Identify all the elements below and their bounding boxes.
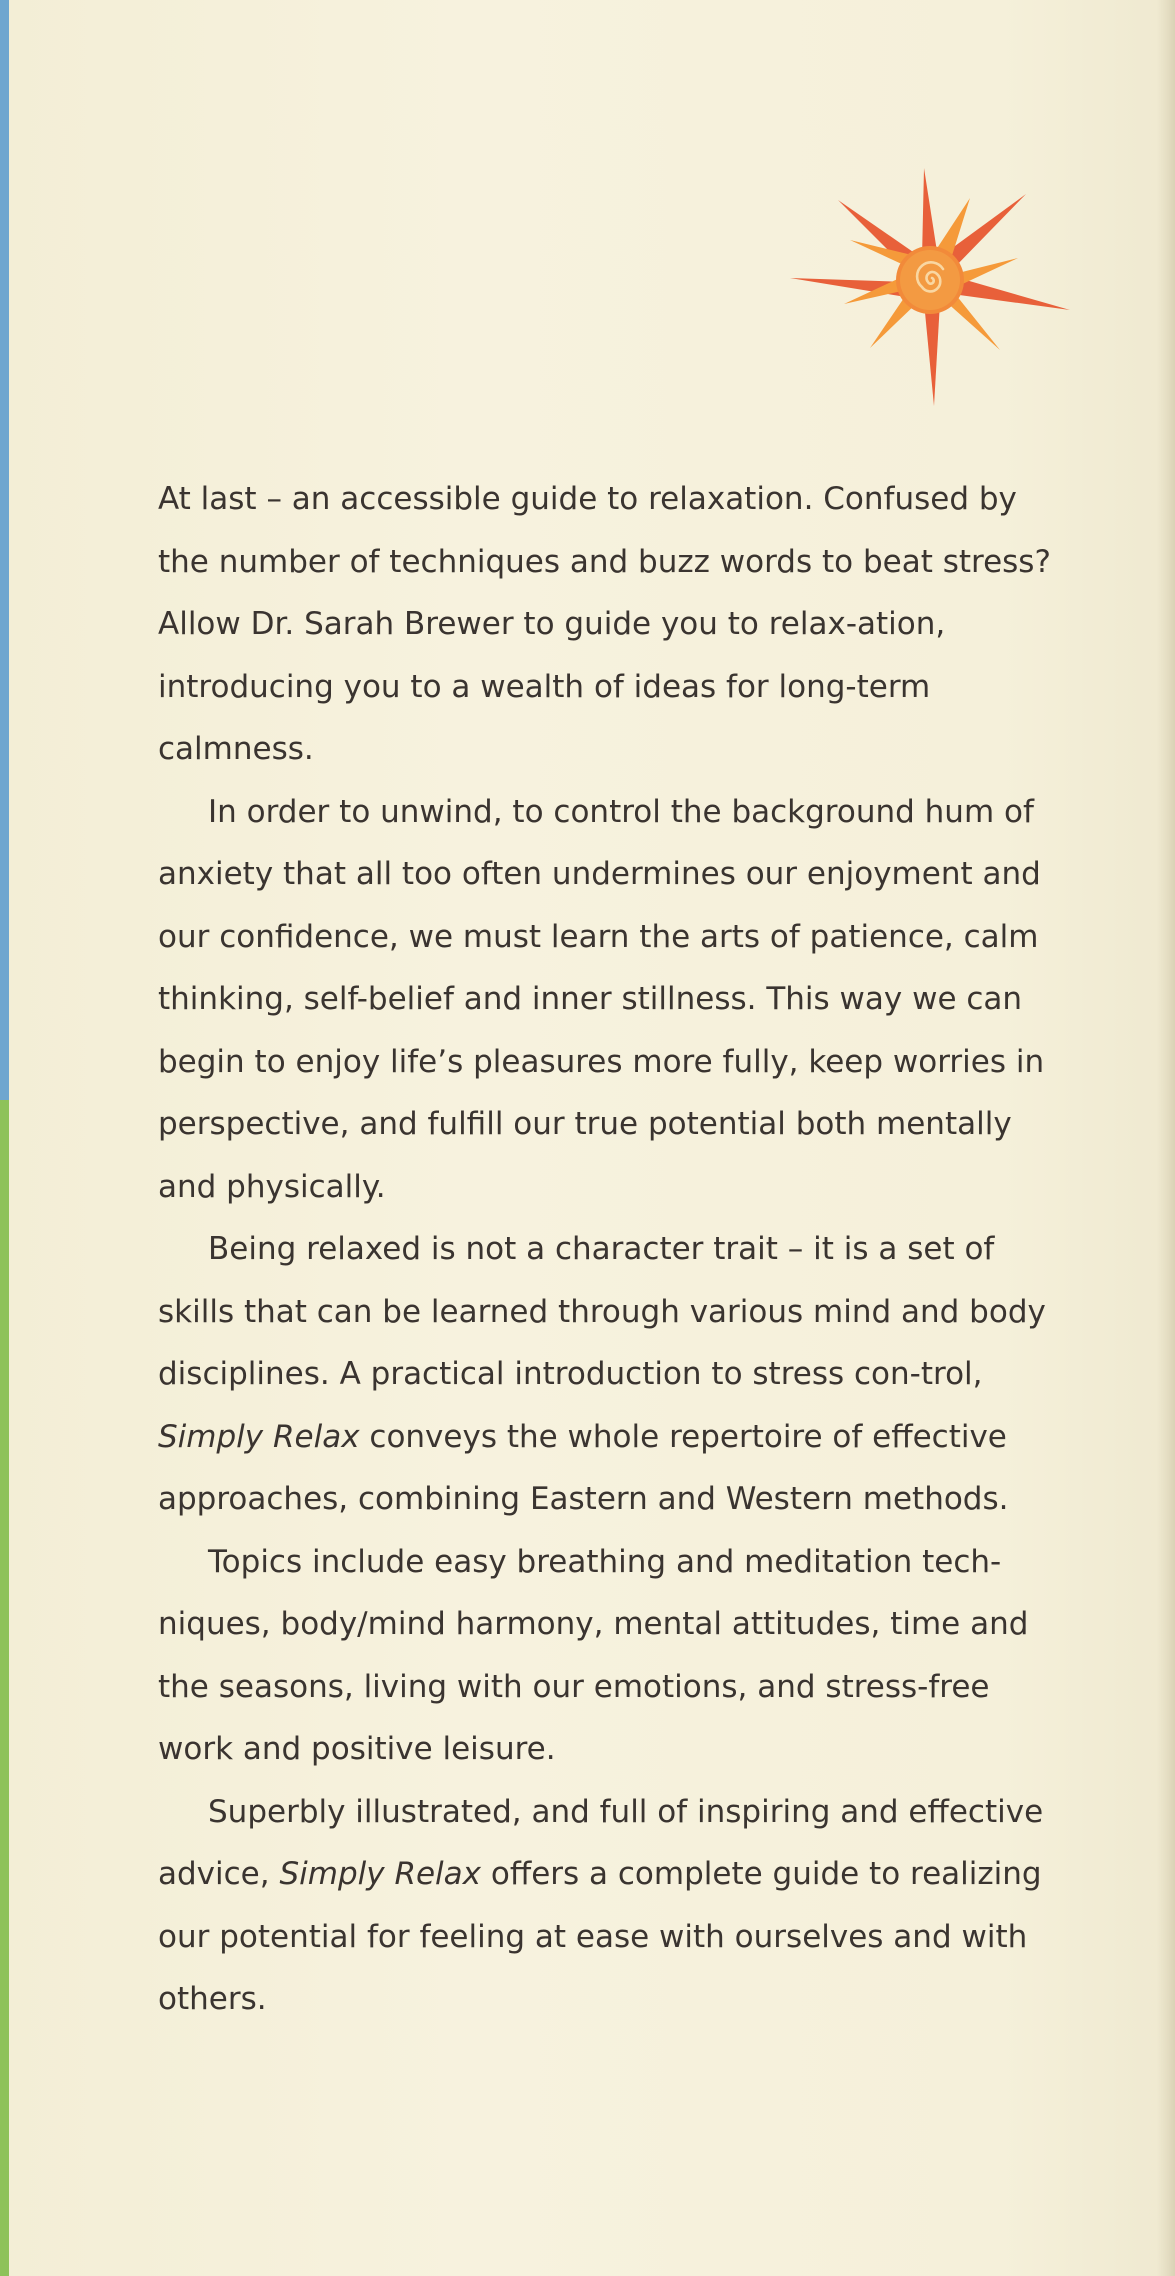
paragraph-topics xyxy=(158,1531,1058,1781)
spine-edge-green xyxy=(0,1100,9,2276)
text-segment: At last – an accessible guide to relaxation. Confused by the number of techniques and buzz words to beat stress? Allow Dr. Sarah Brewer to guide you to relax-ation, introducing you to a wealth of ideas for long-term calmness. xyxy=(158,481,1051,767)
book-title-italic: Simply Relax xyxy=(279,1856,482,1892)
sun-ray xyxy=(952,276,1070,310)
text-segment: Topics include easy breathing and meditation tech-niques, body/mind harmony, mental attitudes, time and the seasons, living with our emotions, and stress-free work and positive leisure. xyxy=(158,1543,1029,1767)
blurb-text xyxy=(158,468,1058,2031)
spine-edge-blue xyxy=(0,0,9,1100)
sun-spiral-icon xyxy=(790,160,1070,420)
sun-ray xyxy=(922,168,938,258)
book-title-italic: Simply Relax xyxy=(158,1418,360,1455)
text-segment: Being relaxed is not a character trait – it is a set of skills that can be learned through various mind and body disciplines. A practical introduction to stress con-trol, xyxy=(158,1231,1046,1392)
paragraph-superbly xyxy=(158,1781,1058,2031)
sun-ray xyxy=(924,302,940,406)
paragraph-skills xyxy=(158,1218,1058,1531)
text-segment: Superbly illustrated, and full of inspiring and effective advice, xyxy=(158,1793,1044,1892)
page-edge-shadow xyxy=(1157,0,1175,2276)
text-segment: offers a complete guide to realizing our potential for feeling at ease with ourselves and with others. xyxy=(158,1856,1042,2017)
paragraph-intro xyxy=(158,468,1058,781)
text-segment: In order to unwind, to control the background hum of anxiety that all too often undermines our enjoyment and our confidence, we must learn the arts of patience, calm thinking, self-belief and inner stillness. This way we can begin to enjoy life’s pleasures more fully, keep worries in perspective, and fulfill our true potential both mentally and physically. xyxy=(158,793,1045,1205)
paragraph-unwind xyxy=(158,781,1058,1219)
text-segment: conveys the whole repertoire of effective approaches, combining Eastern and Western methods. xyxy=(158,1418,1009,1517)
